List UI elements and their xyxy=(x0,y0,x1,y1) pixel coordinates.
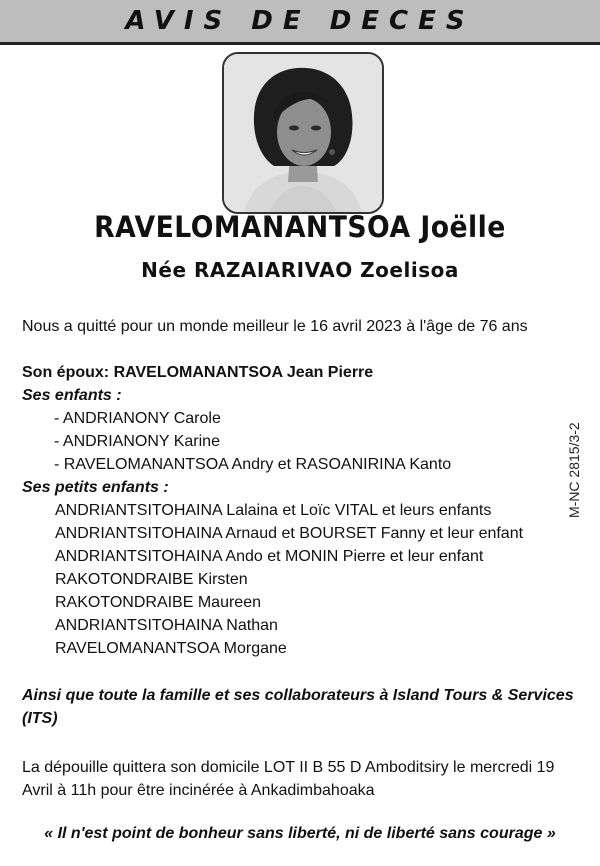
list-item: ANDRIANTSITOHAINA Nathan xyxy=(55,617,278,634)
closing-quote: « Il n'est point de bonheur sans liberté, ni de liberté sans courage » xyxy=(44,825,556,842)
funeral-details: La dépouille quittera son domicile LOT II B 55 D Amboditsiry le mercredi 19 Avril à 11h pour être incinérée à Ankadimbahoaka xyxy=(22,759,555,799)
list-item: RAKOTONDRAIBE Maureen xyxy=(55,594,261,611)
children-list xyxy=(54,407,451,476)
notice-title: AVIS DE DECES xyxy=(125,6,475,36)
announcement-text: Nous a quitté pour un monde meilleur le 16 avril 2023 à l'âge de 76 ans xyxy=(22,318,528,335)
spouse-label: Son époux: xyxy=(22,364,110,381)
deceased-photo xyxy=(222,52,384,214)
list-item: - ANDRIANONY Karine xyxy=(54,433,220,450)
header-band xyxy=(0,0,600,45)
deceased-name: RAVELOMANANTSOA Joëlle xyxy=(94,210,506,244)
family-note: Ainsi que toute la famille et ses collaborateurs à Island Tours & Services (ITS) xyxy=(22,687,574,727)
grandchildren-label: Ses petits enfants : xyxy=(22,479,169,496)
reference-code: M-NC 2815/3-2 xyxy=(566,422,582,518)
list-item: - RAVELOMANANTSOA Andry et RASOANIRINA Kanto xyxy=(54,456,452,473)
list-item: ANDRIANTSITOHAINA Ando et MONIN Pierre et leur enfant xyxy=(55,548,484,565)
list-item: RAKOTONDRAIBE Kirsten xyxy=(55,571,248,588)
list-item: ANDRIANTSITOHAINA Lalaina et Loïc VITAL et leurs enfants xyxy=(55,502,492,519)
birth-name: Née RAZAIARIVAO Zoelisoa xyxy=(141,258,459,282)
children-label: Ses enfants : xyxy=(22,387,122,404)
spouse-name: RAVELOMANANTSOA Jean Pierre xyxy=(113,364,374,381)
list-item: ANDRIANTSITOHAINA Arnaud et BOURSET Fanny et leur enfant xyxy=(55,525,524,542)
list-item: RAVELOMANANTSOA Morgane xyxy=(55,640,287,657)
grandchildren-list xyxy=(55,499,523,660)
spouse-line xyxy=(22,361,373,384)
portrait-image xyxy=(224,54,382,212)
list-item: - ANDRIANONY Carole xyxy=(54,410,221,427)
